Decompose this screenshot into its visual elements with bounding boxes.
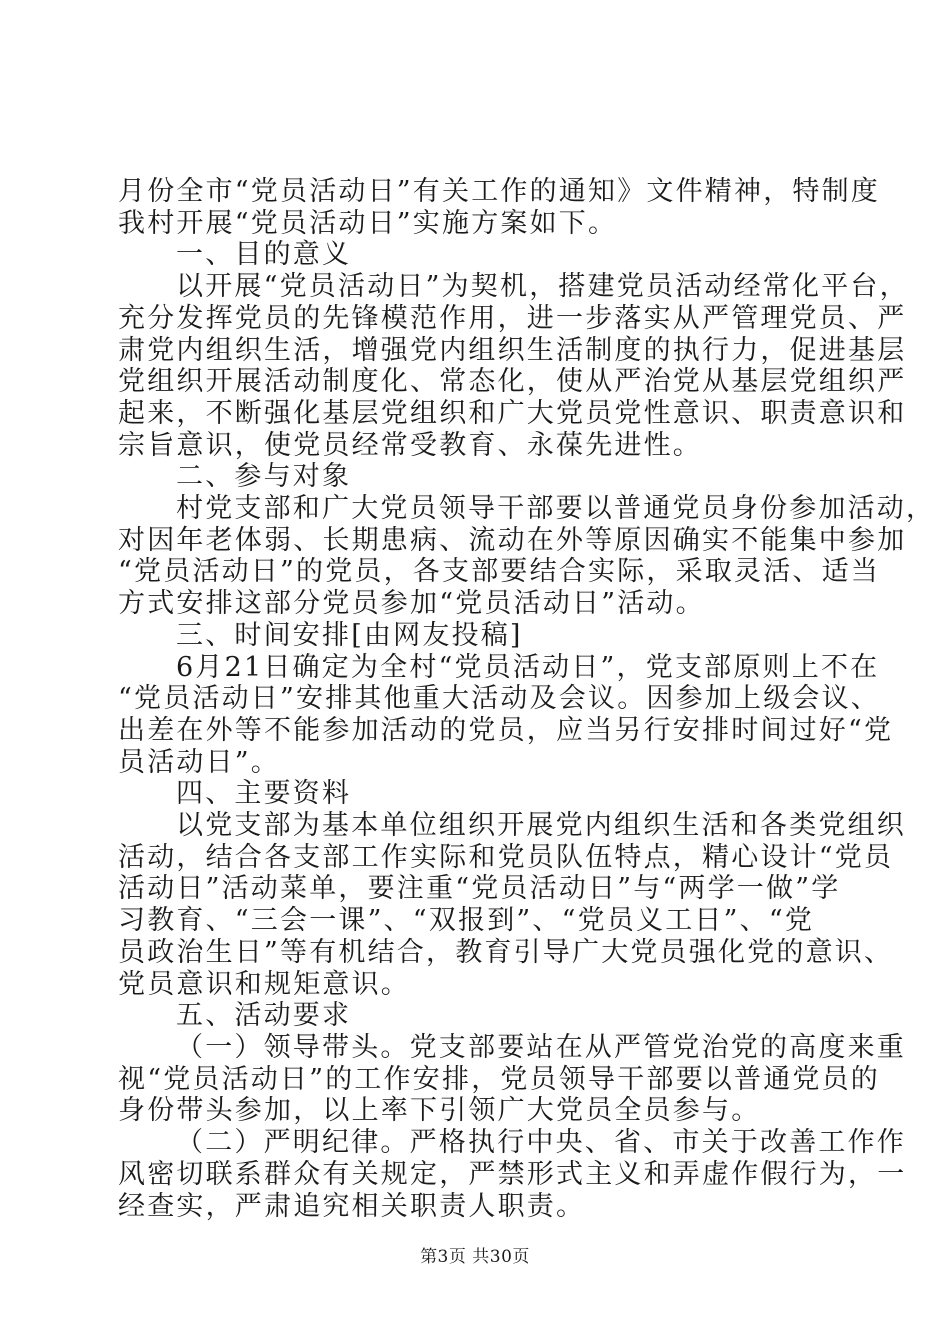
text-line: 肃党内组织生活，增强党内组织生活制度的执行力，促进基层	[118, 334, 907, 366]
text-line: 二、参与对象	[176, 461, 352, 493]
text-line: （二）严明纪律。严格执行中央、省、市关于改善工作作	[176, 1127, 906, 1159]
text-line: “党员活动日”安排其他重大活动及会议。因参加上级会议、	[118, 683, 881, 715]
text-line: 以党支部为基本单位组织开展党内组织生活和各类党组织	[176, 810, 906, 842]
text-line: 6月21日确定为全村“党员活动日”，党支部原则上不在	[176, 651, 880, 683]
text-line: 党组织开展活动制度化、常态化，使从严治党从基层党组织严	[118, 366, 907, 398]
text-line: 党员意识和规矩意识。	[118, 968, 410, 1000]
text-line: 以开展“党员活动日”为契机，搭建党员活动经常化平台，	[176, 271, 909, 303]
text-line: 五、活动要求	[176, 1000, 352, 1032]
text-line: “党员活动日”的党员，各支部要结合实际，采取灵活、适当	[118, 556, 881, 588]
text-line: 三、时间安排[由网友投稿]	[176, 619, 523, 651]
text-line: 活动，结合各支部工作实际和党员队伍特点，精心设计“党员	[118, 841, 894, 873]
text-line: 方式安排这部分党员参加“党员活动日”活动。	[118, 588, 705, 620]
text-line: 起来，不断强化基层党组织和广大党员党性意识、职责意识和	[118, 397, 907, 429]
text-line: （一）领导带头。党支部要站在从严管党治党的高度来重	[176, 1031, 906, 1063]
page-footer: 第3页 共30页	[420, 1247, 530, 1267]
text-line: 宗旨意识，使党员经常受教育、永葆先进性。	[118, 429, 702, 461]
text-line: 员活动日”。	[118, 746, 281, 778]
document-body	[118, 176, 936, 1222]
text-line: 村党支部和广大党员领导干部要以普通党员身份参加活动，	[176, 493, 936, 525]
text-line: 四、主要资料	[176, 778, 352, 810]
text-line: 视“党员活动日”的工作安排，党员领导干部要以普通党员的	[118, 1063, 881, 1095]
text-line: 习教育、“三会一课”、“双报到”、“党员义工日”、“党	[118, 905, 815, 937]
text-line: 出差在外等不能参加活动的党员，应当另行安排时间过好“党	[118, 714, 894, 746]
text-line: 活动日”活动菜单，要注重“党员活动日”与“两学一做”学	[118, 873, 841, 905]
text-line: 我村开展“党员活动日”实施方案如下。	[118, 207, 618, 239]
text-line: 充分发挥党员的先锋模范作用，进一步落实从严管理党员、严	[118, 302, 907, 334]
text-line: 风密切联系群众有关规定，严禁形式主义和弄虚作假行为，一	[118, 1158, 907, 1190]
text-line: 员政治生日”等有机结合，教育引导广大党员强化党的意识、	[118, 936, 894, 968]
text-line: 对因年老体弱、长期患病、流动在外等原因确实不能集中参加	[118, 524, 907, 556]
text-line: 身份带头参加，以上率下引领广大党员全员参与。	[118, 1095, 761, 1127]
text-line: 经查实，严肃追究相关职责人职责。	[118, 1190, 586, 1222]
text-line: 月份全市“党员活动日”有关工作的通知》文件精神，特制度	[118, 176, 881, 207]
text-line: 一、目的意义	[176, 239, 352, 271]
